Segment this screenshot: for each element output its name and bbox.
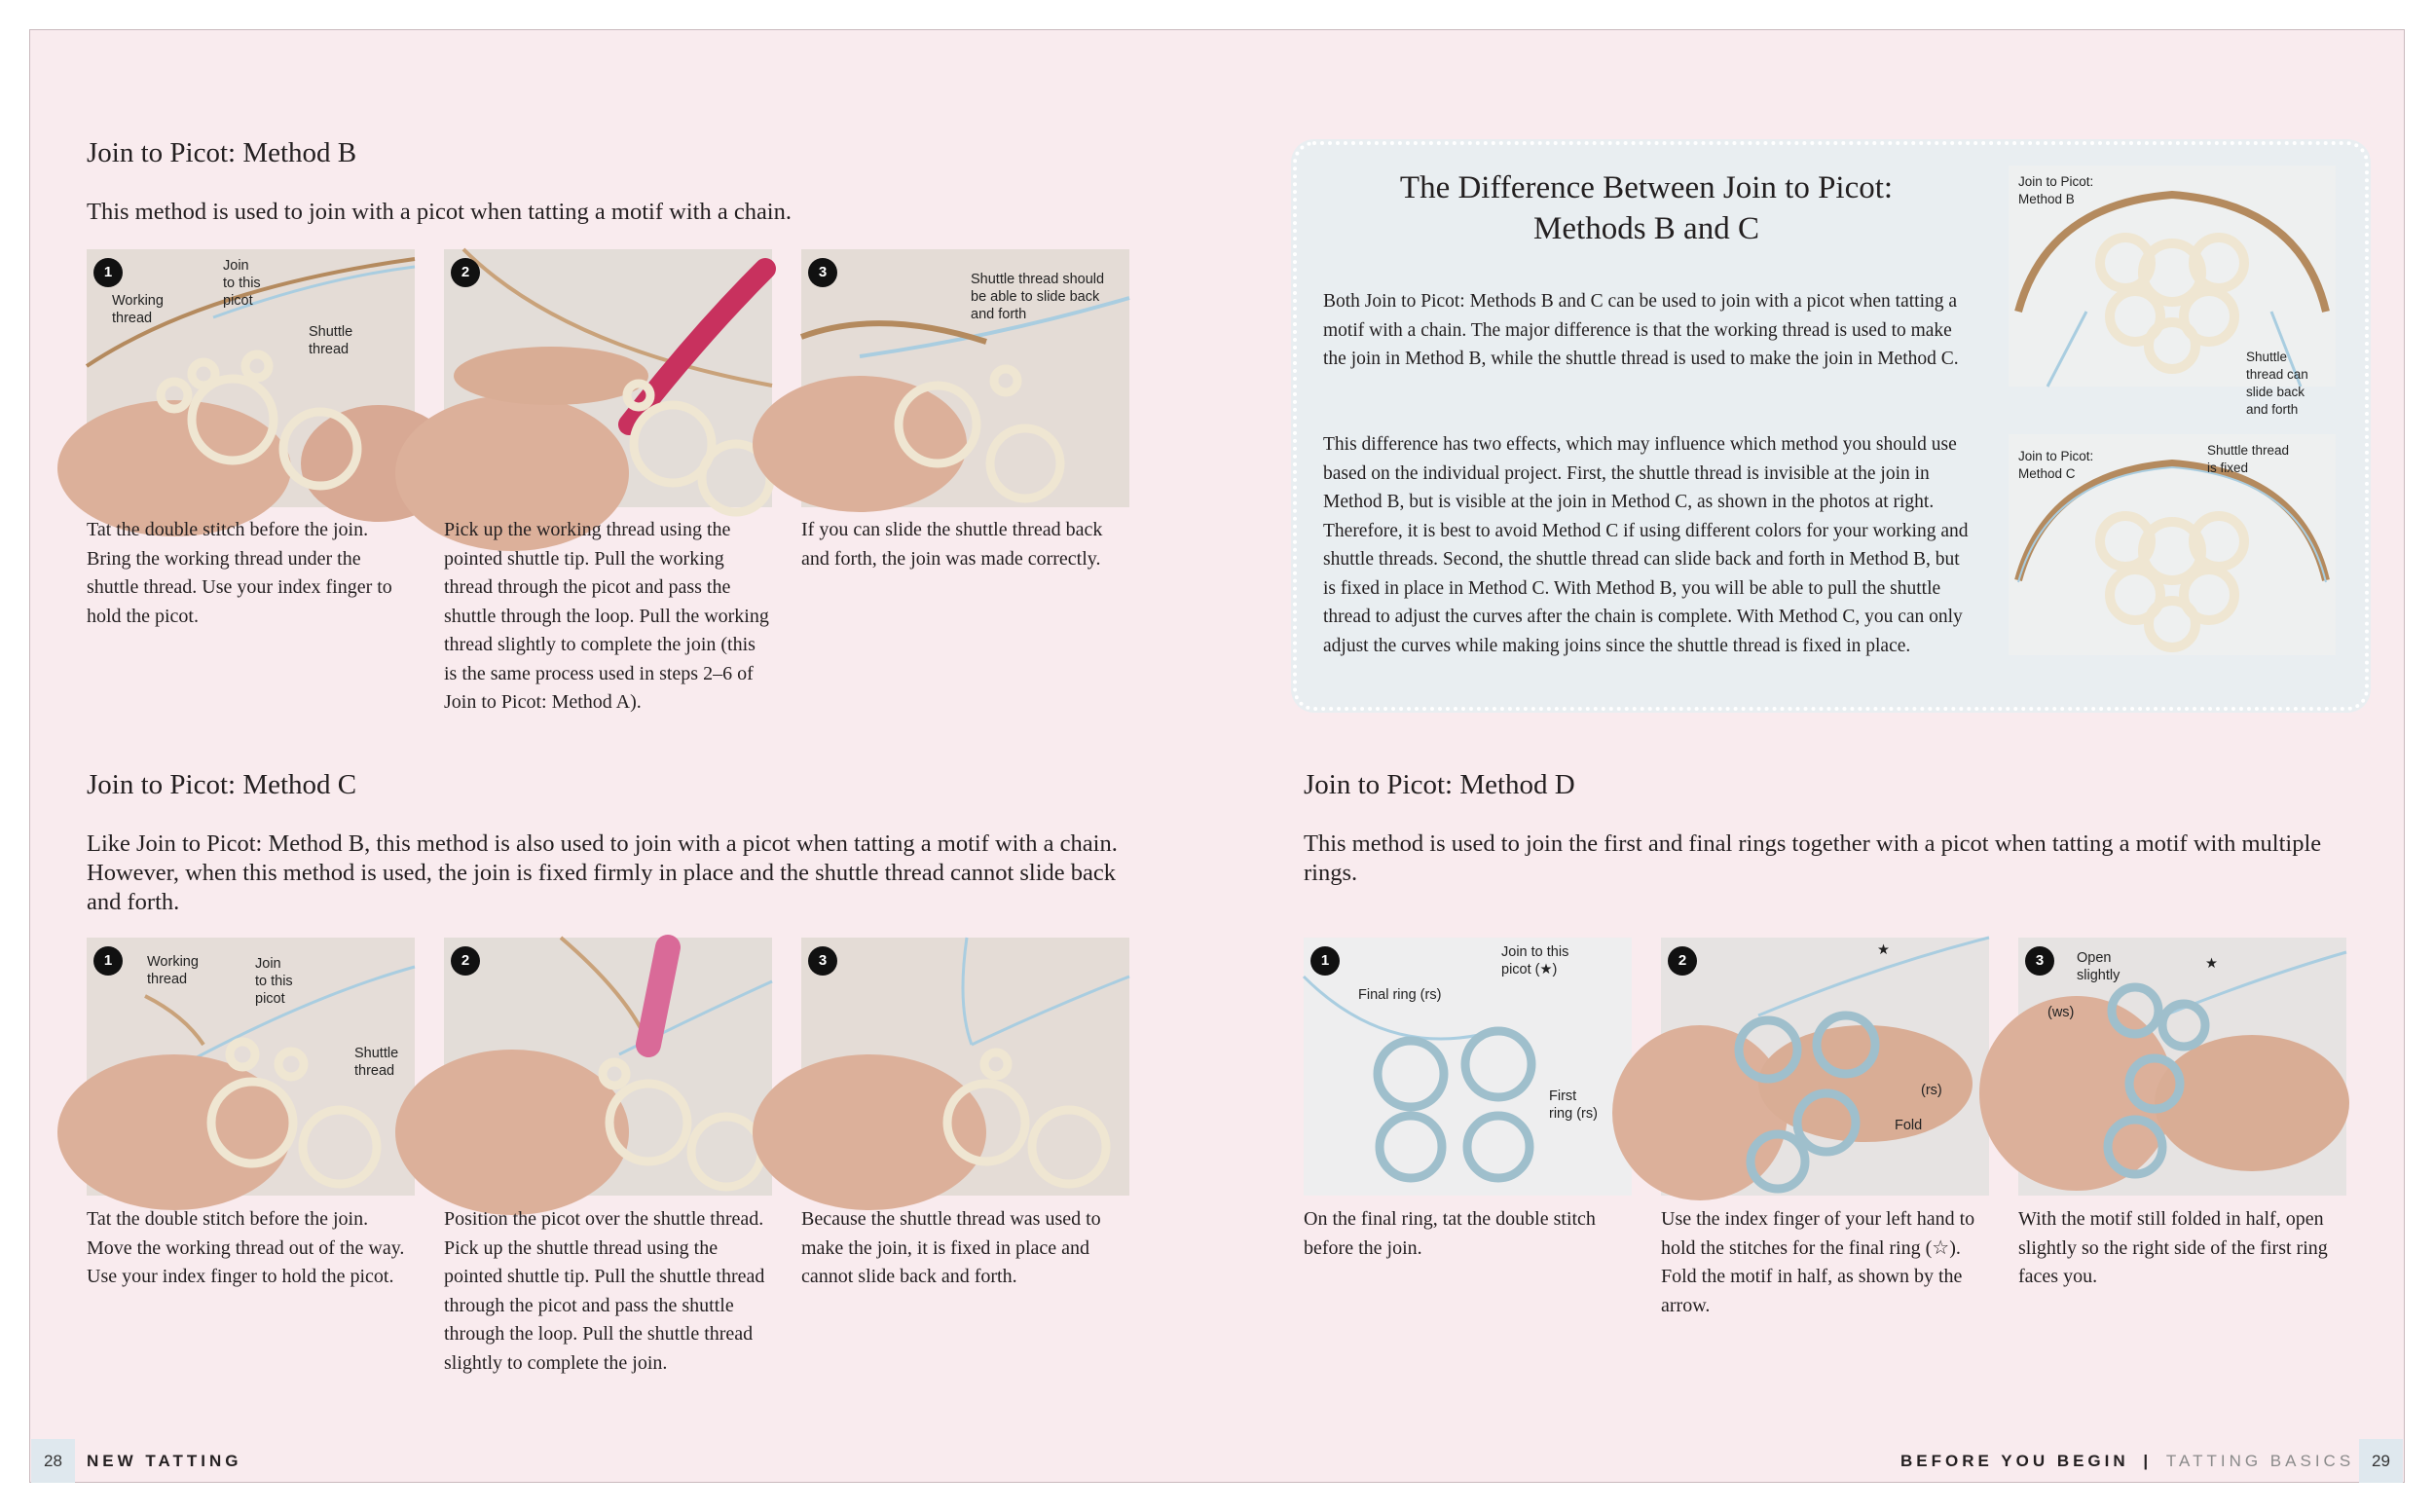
method-d-step-3-photo xyxy=(2018,938,2346,1196)
step-number-badge: 1 xyxy=(1310,946,1340,976)
photo-label: Final ring (rs) xyxy=(1358,987,1442,1003)
photo-label: Open slightly xyxy=(2077,950,2121,983)
photo-label: (rs) xyxy=(1921,1083,1942,1098)
method-d-step-2-photo xyxy=(1661,938,1989,1196)
method-d-intro: This method is used to join the first and final rings together with a picot when tatting a motif with multiple rings. xyxy=(1304,830,2322,886)
photo-label: Working thread xyxy=(147,954,199,987)
hands-tatting-illustration xyxy=(1661,938,1989,1196)
method-b-step-3-photo xyxy=(801,249,1129,507)
right-page-number: 29 xyxy=(2359,1439,2403,1483)
photo-label: Join to Picot: Method B xyxy=(2018,174,2094,206)
hands-tatting-illustration xyxy=(444,249,772,507)
step-number-badge: 3 xyxy=(2025,946,2054,976)
hands-tatting-illustration xyxy=(801,938,1129,1196)
sidebar-title-text: The Difference Between Join to Picot: Methods B and C xyxy=(1399,170,1894,246)
photo-label: Shuttle thread is fixed xyxy=(2207,443,2290,475)
hands-tatting-illustration xyxy=(444,938,772,1196)
method-c-step-2-photo xyxy=(444,938,772,1196)
method-d-step-1-photo xyxy=(1304,938,1632,1196)
photo-label: Shuttle thread xyxy=(309,324,353,357)
method-b-title: Join to Picot: Method B xyxy=(87,137,357,168)
method-d-title: Join to Picot: Method D xyxy=(1304,769,1575,800)
photo-label: First ring (rs) xyxy=(1549,1088,1598,1122)
photo-label: ★ xyxy=(2205,956,2218,972)
running-head-subsection: TATTING BASICS xyxy=(2165,1452,2355,1470)
left-page-number: 28 xyxy=(31,1439,75,1483)
method-b-step-2-photo xyxy=(444,249,772,507)
method-d-step-1-caption: On the final ring, tat the double stitch before the join. xyxy=(1304,1208,1596,1259)
hands-tatting-illustration xyxy=(2018,938,2346,1196)
running-head-section: BEFORE YOU BEGIN xyxy=(1900,1452,2129,1470)
running-head-separator: | xyxy=(2143,1452,2153,1470)
method-c-step-1-caption: Tat the double stitch before the join. Move the working thread out of the way. Use your index finger to hold the picot. xyxy=(87,1208,405,1287)
photo-label: Shuttle thread can slide back and forth xyxy=(2246,350,2308,417)
method-b-step-1-photo xyxy=(87,249,415,507)
photo-label: Join to this picot (★) xyxy=(1501,944,1569,977)
sidebar-method-c-photo xyxy=(2009,434,2336,655)
step-number-badge: 3 xyxy=(808,946,837,976)
photo-label: ★ xyxy=(1877,942,1890,958)
sidebar-paragraph-2: This difference has two effects, which may influence which method you should use based on the individual project. First, the shuttle thread is invisible at the join in Method B, but is visible at the join in Method C, as shown in the photos at right. Therefore, it is best to avoid Method C if using different colors for your working and shuttle threads. Second, the shuttle thread can slide back and forth in Method B, but is fixed in place in Method C. With Method B, you will be able to pull the shuttle thread to adjust the curves after the chain is complete. With Method C, you can only adjust the curves while making joins since the shuttle thread is fixed in place. xyxy=(1323,434,1969,656)
method-d-step-2-caption: Use the index finger of your left hand to hold the stitches for the final ring (☆). Fold the motif in half, as shown by the arrow. xyxy=(1661,1208,1975,1316)
sidebar-method-b-photo xyxy=(2009,166,2336,417)
method-b-intro: This method is used to join with a picot when tatting a motif with a chain. xyxy=(87,199,792,225)
method-b-step-1-caption: Tat the double stitch before the join. Bring the working thread under the shuttle thread. Use your index finger to hold the picot. xyxy=(87,519,392,627)
photo-label: Shuttle thread should be able to slide back and forth xyxy=(971,272,1105,322)
photo-label: Join to Picot: Method C xyxy=(2018,449,2094,481)
step-number-badge: 1 xyxy=(93,946,123,976)
sidebar-paragraph-1: Both Join to Picot: Methods B and C can be used to join with a picot when tatting a motif with a chain. The major difference is that the working thread is used to make the join in Method B, while the shuttle thread is used to make the join in Method C. xyxy=(1323,291,1959,369)
photo-label: Join to this picot xyxy=(255,956,293,1007)
photo-label: Working thread xyxy=(112,293,164,326)
method-b-step-3-caption: If you can slide the shuttle thread back and forth, the join was made correctly. xyxy=(801,519,1103,570)
step-number-badge: 2 xyxy=(1668,946,1697,976)
step-number-badge: 1 xyxy=(93,258,123,287)
right-running-head xyxy=(1900,1452,2354,1471)
method-c-title: Join to Picot: Method C xyxy=(87,769,357,800)
method-c-step-2-caption: Position the picot over the shuttle thread. Pick up the shuttle thread using the pointed shuttle tip. Pull the shuttle thread through the picot and pass the shuttle through the loop. Pull the shuttle thread slightly to complete the join. xyxy=(444,1208,765,1374)
method-c-step-3-caption: Because the shuttle thread was used to make the join, it is fixed in place and cannot slide back and forth. xyxy=(801,1208,1101,1287)
photo-label: Fold xyxy=(1895,1118,1923,1133)
tatted-motif-illustration xyxy=(1304,938,1632,1196)
left-running-head: NEW TATTING xyxy=(87,1452,242,1470)
photo-label: Shuttle thread xyxy=(354,1046,399,1079)
step-number-badge: 2 xyxy=(451,258,480,287)
step-number-badge: 2 xyxy=(451,946,480,976)
method-b-step-2-caption: Pick up the working thread using the pointed shuttle tip. Pull the working thread through the picot and pass the shuttle through the loop. Pull the working thread slightly to complete the join (this is the same process used in steps 2–6 of Join to Picot: Method A). xyxy=(444,519,769,713)
method-c-step-1-photo xyxy=(87,938,415,1196)
photo-label: Join to this picot xyxy=(223,258,261,309)
photo-label: (ws) xyxy=(2047,1005,2075,1020)
method-c-step-3-photo xyxy=(801,938,1129,1196)
sidebar-title xyxy=(1340,167,1953,249)
method-d-step-3-caption: With the motif still folded in half, open slightly so the right side of the first ring faces you. xyxy=(2018,1208,2328,1287)
step-number-badge: 3 xyxy=(808,258,837,287)
method-c-intro: Like Join to Picot: Method B, this method is also used to join with a picot when tatting a motif with a chain. However, when this method is used, the join is fixed firmly in place and the shuttle thread cannot slide back and forth. xyxy=(87,830,1118,915)
